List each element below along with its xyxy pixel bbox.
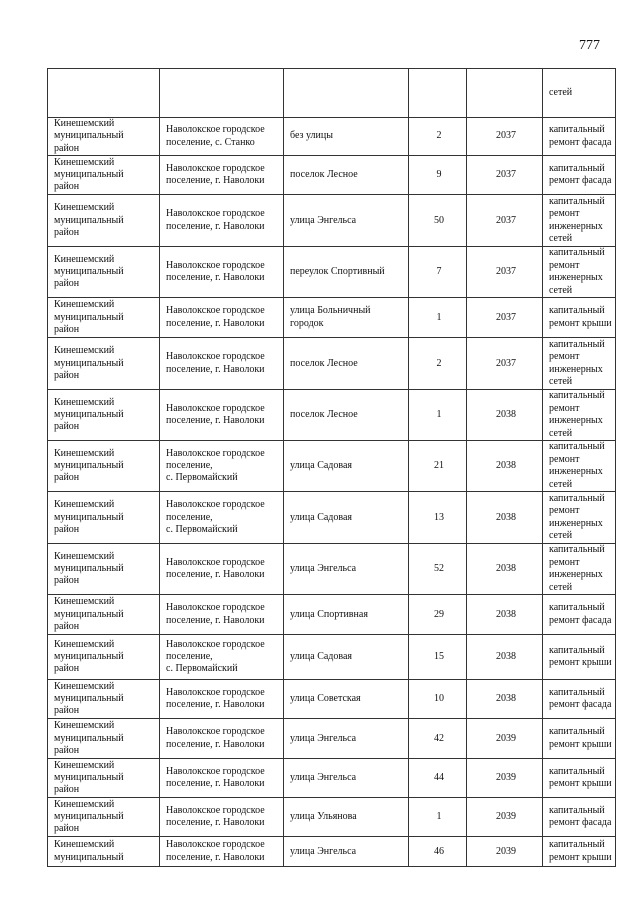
house-number-cell-text: 2 [436, 130, 442, 142]
district-cell-text: Кинешемский муниципальный район [54, 596, 124, 632]
district-cell-text: Кинешемский муниципальный район [54, 447, 124, 484]
district-cell [48, 759, 160, 798]
year-cell-text: 2038 [496, 563, 516, 575]
settlement-cell-text: Наволокское городское поселение, г. Наволоки [166, 765, 265, 790]
settlement-cell [160, 837, 284, 867]
district-cell-text: Кинешемский муниципальный район [54, 720, 124, 756]
work-type-cell [543, 798, 616, 837]
work-type-cell-text: капитальный ремонт инженерных сетей [549, 390, 605, 439]
district-cell-text: Кинешемский муниципальный район [54, 638, 124, 675]
settlement-cell-text: Наволокское городское поселение, г. Наволоки [166, 686, 265, 711]
year-cell-text: 2037 [496, 130, 516, 142]
house-number-cell-text: 42 [434, 732, 444, 744]
work-type-cell [543, 759, 616, 798]
work-type-cell-text: сетей [549, 86, 573, 98]
year-cell [467, 195, 543, 247]
house-number-cell [409, 195, 467, 247]
house-number-cell [409, 118, 467, 156]
settlement-cell-text: Наволокское городское поселение, г. Наволоки [166, 804, 265, 829]
street-cell-text: улица Энгельса [290, 732, 357, 744]
district-cell [48, 544, 160, 595]
table-row [48, 798, 616, 837]
year-cell [467, 798, 543, 837]
house-number-cell-text: 9 [436, 169, 442, 181]
street-cell-text: улица Садовая [290, 460, 353, 472]
street-cell [284, 156, 409, 195]
page-number: 777 [579, 38, 600, 53]
table-row [48, 390, 616, 441]
house-number-cell-text: 50 [434, 214, 444, 226]
street-cell [284, 759, 409, 798]
street-cell-text: поселок Лесное [290, 409, 358, 421]
house-number-cell [409, 298, 467, 338]
year-cell-text: 2039 [496, 732, 516, 744]
street-cell [284, 544, 409, 595]
table-row [48, 156, 616, 195]
table-row [48, 680, 616, 719]
street-cell [284, 635, 409, 680]
work-type-cell [543, 544, 616, 595]
settlement-cell-text: Наволокское городское поселение, г. Наволоки [166, 602, 265, 626]
street-cell [284, 298, 409, 338]
street-cell-text: улица Советская [290, 693, 361, 705]
settlement-cell [160, 798, 284, 837]
year-cell-text: 2038 [496, 409, 516, 421]
street-cell [284, 69, 409, 118]
table-row [48, 118, 616, 156]
house-number-cell-text: 1 [436, 311, 442, 323]
settlement-cell-text: Наволокское городское поселение, г. Наволоки [166, 162, 265, 187]
district-cell-text: Кинешемский муниципальный район [54, 680, 124, 717]
work-type-cell-text: капитальный ремонт инженерных сетей [549, 441, 605, 490]
house-number-cell-text: 10 [434, 693, 444, 705]
settlement-cell-text: Наволокское городское поселение, г. Наволоки [166, 259, 265, 284]
street-cell [284, 719, 409, 759]
street-cell-text: улица Энгельса [290, 214, 357, 226]
settlement-cell [160, 195, 284, 247]
year-cell-text: 2037 [496, 214, 516, 226]
district-cell-text: Кинешемский муниципальный район [54, 550, 124, 587]
district-cell-text: Кинешемский муниципальный район [54, 396, 124, 433]
house-number-cell-text: 52 [434, 563, 444, 575]
house-number-cell-text: 21 [434, 460, 444, 472]
table-row [48, 759, 616, 798]
table-row [48, 298, 616, 338]
district-cell [48, 390, 160, 441]
table-row [48, 492, 616, 544]
year-cell-text: 2038 [496, 460, 516, 472]
house-number-cell-text: 46 [434, 845, 444, 857]
street-cell [284, 492, 409, 544]
settlement-cell [160, 69, 284, 118]
table-row [48, 69, 616, 118]
year-cell [467, 390, 543, 441]
street-cell [284, 837, 409, 867]
work-type-cell-text: капитальный ремонт инженерных сетей [549, 492, 605, 542]
year-cell-text: 2039 [496, 772, 516, 784]
year-cell [467, 156, 543, 195]
house-number-cell [409, 247, 467, 298]
year-cell [467, 492, 543, 544]
house-number-cell-text: 29 [434, 608, 444, 620]
settlement-cell-text: Наволокское городское поселение, с. Первомайский [166, 499, 265, 535]
year-cell-text: 2038 [496, 511, 516, 523]
year-cell [467, 837, 543, 867]
street-cell [284, 195, 409, 247]
table-row [48, 837, 616, 867]
year-cell [467, 719, 543, 759]
street-cell [284, 680, 409, 719]
year-cell-text: 2037 [496, 266, 516, 278]
table-row [48, 635, 616, 680]
street-cell-text: улица Ульянова [290, 811, 357, 823]
table-row [48, 338, 616, 390]
house-number-cell [409, 390, 467, 441]
settlement-cell [160, 118, 284, 156]
table-row [48, 247, 616, 298]
street-cell-text: поселок Лесное [290, 357, 358, 369]
house-number-cell-text: 7 [436, 266, 442, 278]
house-number-cell-text: 13 [434, 511, 444, 523]
settlement-cell-text: Наволокское городское поселение, г. Наволоки [166, 305, 265, 329]
district-cell [48, 247, 160, 298]
district-cell [48, 338, 160, 390]
year-cell-text: 2037 [496, 311, 516, 323]
district-cell-text: Кинешемский муниципальный район [54, 202, 124, 238]
work-type-cell [543, 247, 616, 298]
year-cell [467, 595, 543, 635]
street-cell [284, 390, 409, 441]
house-number-cell [409, 759, 467, 798]
settlement-cell [160, 441, 284, 492]
district-cell [48, 635, 160, 680]
house-number-cell-text: 15 [434, 651, 444, 663]
work-type-cell-text: капитальный ремонт фасада [549, 686, 612, 711]
work-type-cell [543, 156, 616, 195]
settlement-cell-text: Наволокское городское поселение, г. Наволоки [166, 556, 265, 581]
table-body [48, 69, 616, 867]
year-cell-text: 2037 [496, 169, 516, 181]
work-type-cell-text: капитальный ремонт крыши [549, 305, 612, 329]
settlement-cell-text: Наволокское городское поселение, г. Наволоки [166, 208, 265, 232]
settlement-cell [160, 492, 284, 544]
settlement-cell-text: Наволокское городское поселение, г. Наволоки [166, 726, 265, 750]
street-cell [284, 798, 409, 837]
district-cell [48, 118, 160, 156]
settlement-cell-text: Наволокское городское поселение, г. Наволоки [166, 402, 265, 427]
house-number-cell [409, 719, 467, 759]
house-number-cell [409, 798, 467, 837]
year-cell [467, 759, 543, 798]
district-cell [48, 441, 160, 492]
house-number-cell-text: 2 [436, 357, 442, 369]
year-cell [467, 247, 543, 298]
settlement-cell [160, 156, 284, 195]
street-cell-text: без улицы [290, 130, 333, 142]
settlement-cell-text: Наволокское городское поселение, с. Первомайский [166, 447, 265, 484]
year-cell [467, 69, 543, 118]
year-cell-text: 2037 [496, 357, 516, 369]
street-cell-text: улица Садовая [290, 511, 353, 523]
district-cell-text: Кинешемский муниципальный район [54, 798, 124, 835]
work-type-cell-text: капитальный ремонт инженерных сетей [549, 338, 605, 388]
street-cell-text: улица Энгельса [290, 772, 357, 784]
district-cell [48, 680, 160, 719]
work-type-cell-text: капитальный ремонт инженерных сетей [549, 195, 605, 245]
work-type-cell [543, 195, 616, 247]
year-cell-text: 2038 [496, 608, 516, 620]
work-type-cell-text: капитальный ремонт крыши [549, 644, 612, 669]
settlement-cell [160, 544, 284, 595]
district-cell [48, 492, 160, 544]
district-cell-text: Кинешемский муниципальный [54, 839, 124, 863]
work-type-cell [543, 390, 616, 441]
house-number-cell [409, 69, 467, 118]
district-cell-text: Кинешемский муниципальный район [54, 345, 124, 381]
district-cell [48, 719, 160, 759]
house-number-cell-text: 1 [436, 811, 442, 823]
work-type-cell-text: капитальный ремонт фасада [549, 602, 612, 626]
district-cell [48, 195, 160, 247]
district-cell [48, 798, 160, 837]
work-type-cell [543, 69, 616, 118]
street-cell-text: улица Спортивная [290, 608, 368, 620]
work-type-cell [543, 837, 616, 867]
settlement-cell [160, 298, 284, 338]
settlement-cell-text: Наволокское городское поселение, с. Первомайский [166, 638, 265, 675]
house-number-cell [409, 680, 467, 719]
work-type-cell [543, 298, 616, 338]
year-cell-text: 2039 [496, 845, 516, 857]
work-type-cell-text: капитальный ремонт фасада [549, 804, 612, 829]
street-cell-text: переулок Спортивный [290, 266, 385, 278]
district-cell [48, 595, 160, 635]
year-cell [467, 338, 543, 390]
work-type-cell [543, 118, 616, 156]
work-type-cell [543, 338, 616, 390]
settlement-cell [160, 595, 284, 635]
street-cell-text: улица Энгельса [290, 563, 357, 575]
settlement-cell-text: Наволокское городское поселение, г. Наволоки [166, 351, 265, 375]
table-row [48, 544, 616, 595]
district-cell-text: Кинешемский муниципальный район [54, 118, 124, 154]
settlement-cell [160, 390, 284, 441]
house-number-cell [409, 837, 467, 867]
district-cell-text: Кинешемский муниципальный район [54, 253, 124, 290]
work-type-cell [543, 719, 616, 759]
district-cell [48, 837, 160, 867]
district-cell-text: Кинешемский муниципальный район [54, 499, 124, 535]
house-number-cell-text: 1 [436, 409, 442, 421]
work-type-cell-text: капитальный ремонт крыши [549, 839, 612, 863]
house-number-cell [409, 544, 467, 595]
work-type-cell-text: капитальный ремонт фасада [549, 124, 612, 148]
table-row [48, 441, 616, 492]
work-type-cell [543, 441, 616, 492]
street-cell-text: улица Энгельса [290, 845, 357, 857]
district-cell [48, 69, 160, 118]
district-cell-text: Кинешемский муниципальный район [54, 299, 124, 335]
year-cell-text: 2038 [496, 651, 516, 663]
year-cell [467, 118, 543, 156]
settlement-cell-text: Наволокское городское поселение, г. Наволоки [166, 839, 265, 863]
settlement-cell-text: Наволокское городское поселение, с. Станко [166, 124, 265, 148]
district-cell [48, 156, 160, 195]
work-type-cell [543, 595, 616, 635]
work-type-cell-text: капитальный ремонт инженерных сетей [549, 247, 605, 296]
district-cell-text: Кинешемский муниципальный район [54, 759, 124, 796]
work-type-cell-text: капитальный ремонт фасада [549, 162, 612, 187]
year-cell-text: 2038 [496, 693, 516, 705]
house-number-cell [409, 441, 467, 492]
year-cell [467, 635, 543, 680]
street-cell-text: улица Больничный городок [290, 305, 371, 329]
house-number-cell [409, 338, 467, 390]
house-number-cell [409, 635, 467, 680]
table-row [48, 195, 616, 247]
house-number-cell [409, 595, 467, 635]
district-cell [48, 298, 160, 338]
street-cell [284, 247, 409, 298]
table-row [48, 595, 616, 635]
house-number-cell-text: 44 [434, 772, 444, 784]
settlement-cell [160, 338, 284, 390]
year-cell-text: 2039 [496, 811, 516, 823]
work-type-cell-text: капитальный ремонт крыши [549, 765, 612, 790]
street-cell-text: поселок Лесное [290, 169, 358, 181]
street-cell [284, 118, 409, 156]
street-cell-text: улица Садовая [290, 651, 353, 663]
house-number-cell [409, 492, 467, 544]
street-cell [284, 441, 409, 492]
work-type-cell-text: капитальный ремонт инженерных сетей [549, 544, 605, 593]
year-cell [467, 298, 543, 338]
year-cell [467, 680, 543, 719]
district-cell-text: Кинешемский муниципальный район [54, 156, 124, 193]
street-cell [284, 595, 409, 635]
repair-schedule-table [47, 68, 616, 867]
settlement-cell [160, 247, 284, 298]
year-cell [467, 441, 543, 492]
settlement-cell [160, 635, 284, 680]
work-type-cell [543, 635, 616, 680]
work-type-cell [543, 492, 616, 544]
work-type-cell-text: капитальный ремонт крыши [549, 726, 612, 750]
settlement-cell [160, 680, 284, 719]
work-type-cell [543, 680, 616, 719]
settlement-cell [160, 719, 284, 759]
street-cell [284, 338, 409, 390]
house-number-cell [409, 156, 467, 195]
table-row [48, 719, 616, 759]
year-cell [467, 544, 543, 595]
settlement-cell [160, 759, 284, 798]
